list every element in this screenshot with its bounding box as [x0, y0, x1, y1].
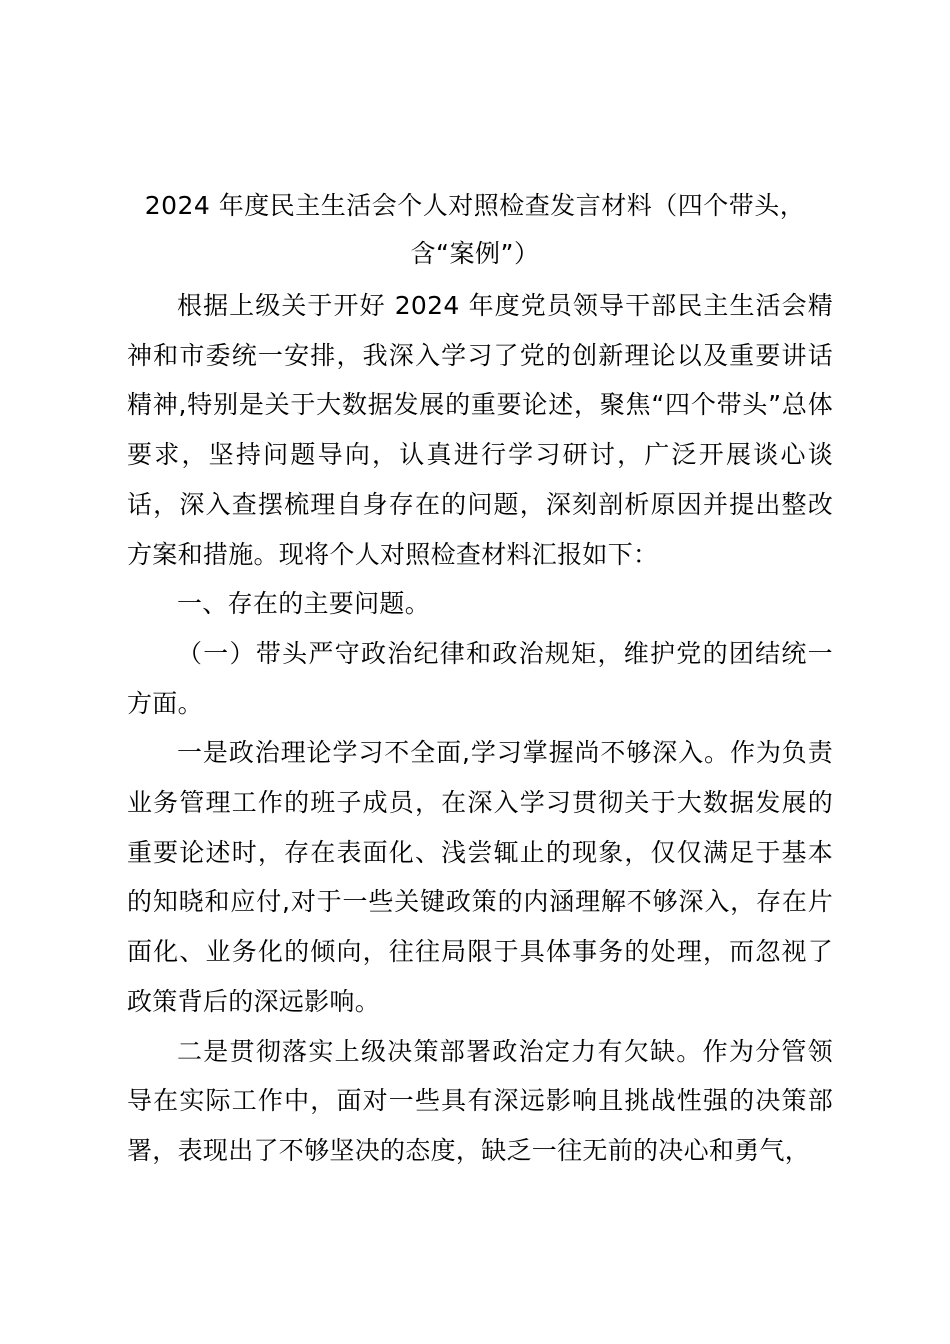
paragraph-intro: 根据上级关于开好 2024 年度党员领导干部民主生活会精神和市委统一安排，我深入学习了党的创新理论以及重要讲话精神,特别是关于大数据发展的重要论述，聚焦“四个带头”总体要求，坚持问题导向，认真进行学习研讨，广泛开展谈心谈话，深入查摆梳理自身存在的问题，深刻剖析原因并提出整改方案和措施。现将个人对照检查材料汇报如下： [127, 291, 833, 569]
paragraph-point-2: 二是贯彻落实上级决策部署政治定力有欠缺。作为分管领导在实际工作中，面对一些具有深远影响且挑战性强的决策部署，表现出了不够坚决的态度，缺乏一往无前的决心和勇气， [127, 1036, 833, 1165]
subsection-heading-1: （一）带头严守政治纪律和政治规矩，维护党的团结统一方面。 [127, 638, 833, 718]
paragraph-point-1: 一是政治理论学习不全面,学习掌握尚不够深入。作为负责业务管理工作的班子成员，在深入学习贯彻关于大数据发展的重要论述时，存在表面化、浅尝辄止的现象，仅仅满足于基本的知晓和应付,对于一些关键政策的内涵理解不够深入，存在片面化、业务化的倾向，往往局限于具体事务的处理，而忽视了政策背后的深远影响。 [127, 738, 833, 1016]
document-title: 2024 年度民主生活会个人对照检查发言材料（四个带头，含“案例”） [144, 191, 806, 268]
document-body [127, 281, 833, 1176]
section-heading-main-problems: 一、存在的主要问题。 [177, 589, 431, 619]
